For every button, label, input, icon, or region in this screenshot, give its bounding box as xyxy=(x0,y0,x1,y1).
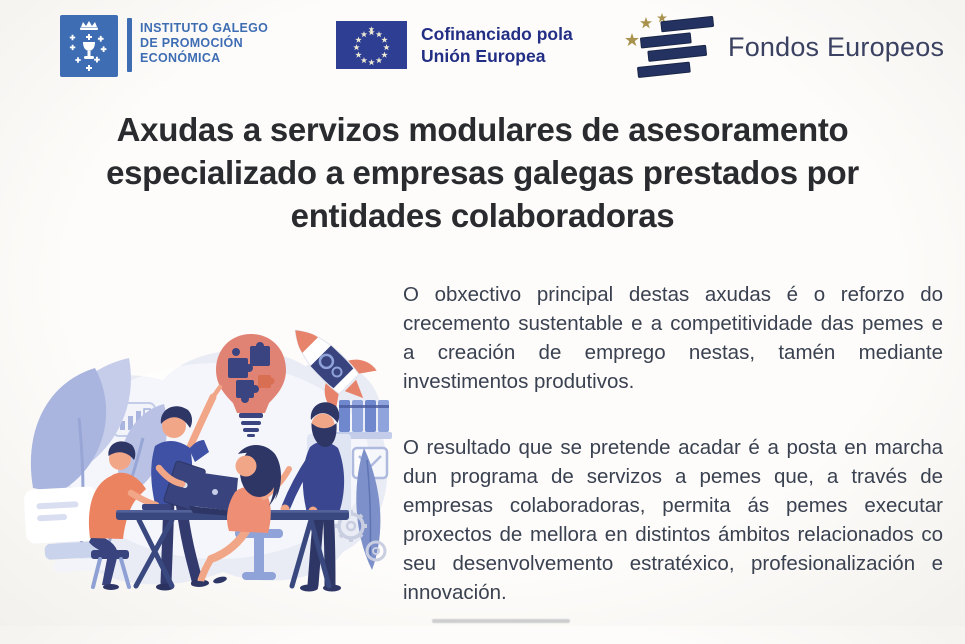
igape-separator xyxy=(127,18,132,72)
igape-line-2: DE PROMOCIÓN xyxy=(140,36,243,50)
igape-logo xyxy=(60,15,268,77)
paragraph-result: O resultado que se pretende acadar é a posta en marcha dun programa de servizos a pemes que, a través de empresas colaboradoras, permita ás pemes executar proxectos de mellora en distintos ámbitos relacionados co seu desenvolvemento estratéxico, profesionalización e innovación. xyxy=(403,436,943,604)
fondos-europeos-flag-icon xyxy=(620,6,722,86)
igape-line-1: INSTITUTO GALEGO xyxy=(140,21,269,35)
team-collaboration-illustration xyxy=(23,296,398,601)
igape-logo-text xyxy=(140,21,268,66)
fondos-europeos-label: Fondos Europeos xyxy=(728,32,945,62)
eu-line-1: Cofinanciado pola xyxy=(421,24,573,44)
eu-cofunded-text xyxy=(421,23,573,67)
title-line-2: especializado a empresas galegas prestados por xyxy=(106,154,859,191)
binder-shelf xyxy=(334,400,392,439)
fondos-europeos-logo xyxy=(620,6,944,86)
paragraph-objective: O obxectivo principal destas axudas é o reforzo do crecemento sustentable e a competitividade das pemes e a creación de emprego nestas, tamén mediante investimentos produtivos. xyxy=(403,283,943,393)
eu-flag-icon xyxy=(336,21,407,69)
eu-cofunded-logo xyxy=(336,21,573,69)
page-title xyxy=(0,108,965,237)
galicia-coat-of-arms-icon xyxy=(60,15,118,77)
igape-line-3: ECONÓMICA xyxy=(140,51,221,65)
body-copy xyxy=(403,280,943,644)
title-line-3: entidades colaboradoras xyxy=(290,197,675,234)
title-line-1: Axudas a servizos modulares de asesoramento xyxy=(116,111,849,148)
eu-line-2: Unión Europea xyxy=(421,46,546,66)
scan-artifact-line xyxy=(432,619,570,623)
